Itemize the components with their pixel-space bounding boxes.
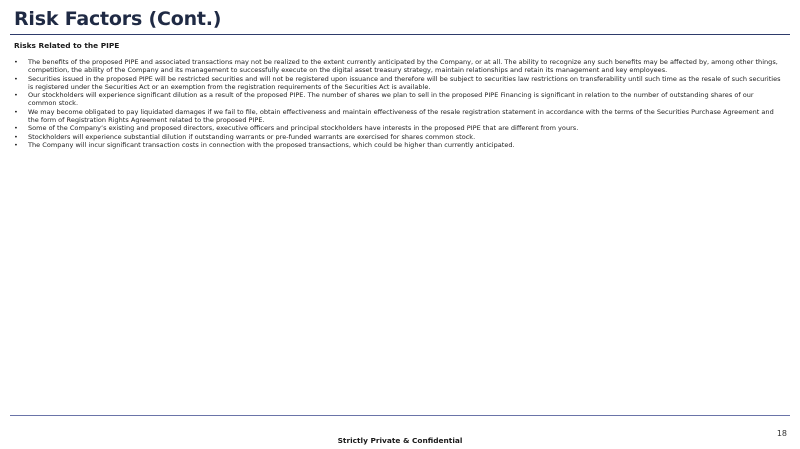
bullet-icon: • (14, 132, 18, 141)
page-number: 18 (776, 429, 787, 438)
confidentiality-notice: Strictly Private & Confidential (337, 436, 463, 445)
list-item (14, 58, 784, 75)
bullet-icon: • (14, 124, 18, 133)
footer-divider (10, 415, 790, 416)
list-item (14, 108, 784, 125)
bullet-icon: • (14, 58, 18, 66)
bullet-text: Some of the Company’s existing and proposed directors, executive officers and principal stockholders have interests in the proposed PIPE that are different from yours. (28, 124, 579, 133)
section-heading: Risks Related to the PIPE (14, 41, 120, 50)
page-title: Risk Factors (Cont.) (14, 8, 222, 30)
list-item (14, 91, 784, 108)
bullet-text: Our stockholders will experience significant dilution as a result of the proposed PIPE. The number of shares we plan to sell in the proposed PIPE Financing is significant in relation to the number of outstanding shares of our common stock. (28, 91, 754, 108)
list-item (14, 133, 784, 141)
bullet-text: Securities issued in the proposed PIPE will be restricted securities and will not be registered upon issuance and therefore will be subject to securities law restrictions on transferability until such time as the resale of such securities is registered under the Securities Act or an exemption from the registration requirements of the Securities Act is available. (28, 74, 781, 91)
risk-bullet-list (14, 58, 784, 149)
bullet-icon: • (14, 107, 18, 116)
bullet-icon: • (14, 91, 18, 100)
list-item (14, 124, 784, 132)
bullet-text: Stockholders will experience substantial dilution if outstanding warrants or pre-funded warrants are exercised for shares common stock. (28, 132, 476, 141)
bullet-text: We may become obligated to pay liquidated damages if we fail to file, obtain effectiveness and maintain effectiveness of the resale registration statement in accordance with the terms of the Securities Purchase Agreement and the form of Registration Rights Agreement related to the proposed PIPE. (28, 107, 774, 125)
list-item (14, 141, 784, 149)
bullet-text: The Company will incur significant transaction costs in connection with the proposed transactions, which could be higher than currently anticipated. (28, 140, 515, 149)
title-divider (10, 34, 790, 35)
bullet-icon: • (14, 74, 18, 83)
bullet-icon: • (14, 140, 18, 149)
list-item (14, 75, 784, 92)
bullet-text: The benefits of the proposed PIPE and associated transactions may not be realized to the extent currently anticipated by the Company, or at all. The ability to recognize any such benefits may be affected by, among other things, competition, the ability of the Company and its management to successfully execute on the digital asset treasury strategy, maintain relationships and retain its management and key employees. (28, 58, 778, 75)
